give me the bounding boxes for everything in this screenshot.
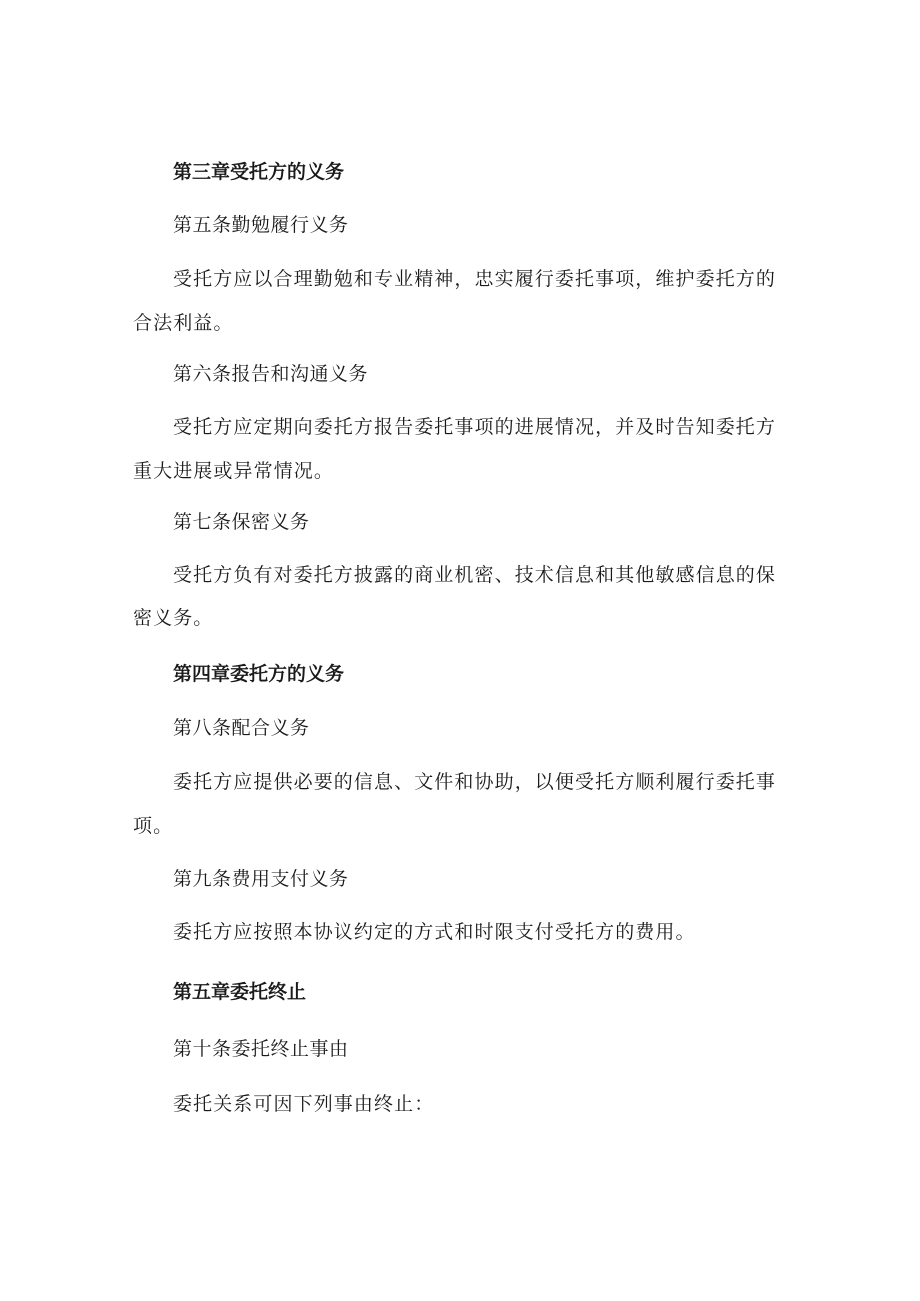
article-5-text-line-1: 受托方应以合理勤勉和专业精神，忠实履行委托事项，维护委托方的 [173, 268, 777, 290]
chapter-4-heading: 第四章委托方的义务 [173, 663, 345, 685]
chapter-5-heading: 第五章委托终止 [173, 981, 307, 1003]
article-8-text-line-1: 委托方应提供必要的信息、文件和协助，以便受托方顺利履行委托事 [173, 771, 777, 793]
article-6-text-line-1: 受托方应定期向委托方报告委托事项的进展情况，并及时告知委托方 [173, 416, 777, 438]
article-6-heading: 第六条报告和沟通义务 [173, 363, 369, 385]
article-9-text-line-1: 委托方应按照本协议约定的方式和时限支付受托方的费用。 [173, 921, 696, 943]
article-8-heading: 第八条配合义务 [173, 717, 310, 739]
chapter-3-heading: 第三章受托方的义务 [173, 161, 345, 183]
article-5-heading: 第五条勤勉履行义务 [173, 214, 349, 236]
article-9-heading: 第九条费用支付义务 [173, 868, 349, 890]
article-7-heading: 第七条保密义务 [173, 511, 310, 533]
article-8-text-line-2: 项。 [133, 815, 174, 837]
article-10-text-line-1: 委托关系可因下列事由终止： [173, 1093, 435, 1115]
article-5-text-line-2: 合法利益。 [133, 312, 234, 334]
article-7-text-line-1: 受托方负有对委托方披露的商业机密、技术信息和其他敏感信息的保 [173, 564, 777, 586]
article-6-text-line-2: 重大进展或异常情况。 [133, 460, 335, 482]
article-10-heading: 第十条委托终止事由 [173, 1038, 349, 1060]
article-7-text-line-2: 密义务。 [133, 607, 214, 629]
